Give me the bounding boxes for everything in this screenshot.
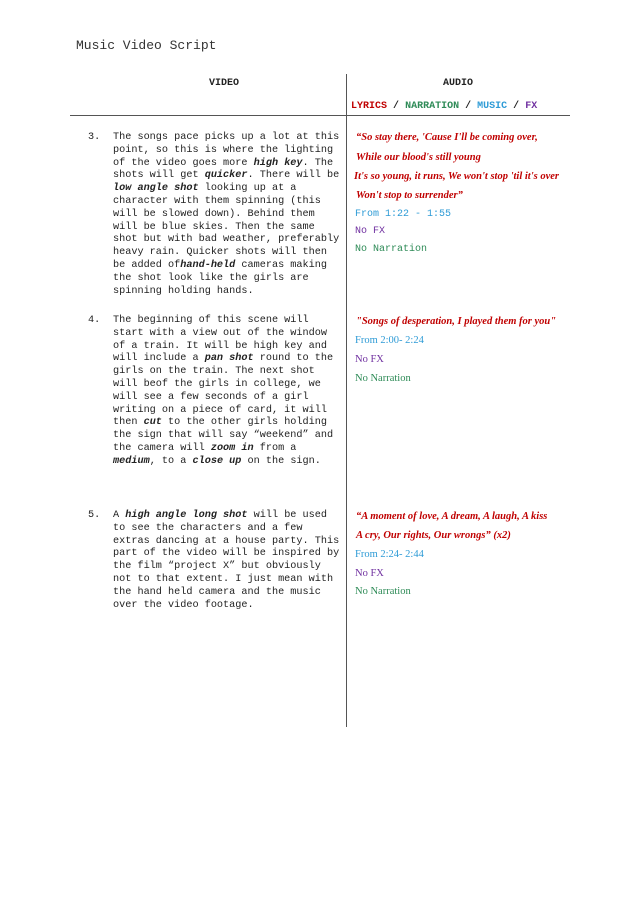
column-divider (346, 74, 347, 727)
scene-video-description: The songs pace picks up a lot at this point, so this is where the lighting of the video goes more high key. The shots will get quicker. There will be low angle shot looking up at a character with them spinning (this will be slowed down). Behind them will be blue skies. Then the same shot but with bad weather, preferably heavy rain. Quicker shots will then be added ofhand-held cameras making the shot look like the girls are spinning holding hands. (113, 132, 340, 297)
narration-note: No Narration (355, 373, 411, 384)
lyric-line: It's so young, it runs, We won't stop 'til it's over (354, 171, 559, 182)
legend-music: MUSIC (477, 101, 508, 112)
scene-video-description: A high angle long shot will be used to see the characters and a few extras dancing at a house party. This part of the video will be inspired by the film “project X” but obviously not to that extent. I just mean with the hand held camera and the music over the video footage. (113, 510, 340, 611)
lyric-line: While our blood's still young (356, 152, 481, 163)
legend-separator: / (393, 101, 400, 112)
scene-number: 5. (88, 510, 101, 521)
fx-note: No FX (355, 226, 386, 237)
legend-separator: / (513, 101, 520, 112)
narration-note: No Narration (355, 244, 428, 255)
music-timing: From 2:00- 2:24 (355, 335, 424, 346)
lyric-line: A cry, Our rights, Our wrongs” (x2) (356, 530, 511, 541)
lyric-line: “A moment of love, A dream, A laugh, A kiss (356, 511, 548, 522)
header-divider (70, 115, 570, 116)
scene-video-description: The beginning of this scene will start with a view out of the window of a train. It will be high key and will include a pan shot round to the girls on the train. The next shot will beof the girls in college, we will see a few seconds of a girl writing on a piece of card, it will then cut to the other girls holding the sign that will say “weekend” and the camera will zoom in from a medium, to a close up on the sign. (113, 315, 334, 467)
narration-note: No Narration (355, 586, 411, 597)
music-timing: From 1:22 - 1:55 (355, 209, 452, 220)
audio-column-header: AUDIO (443, 78, 474, 89)
legend-narration: NARRATION (405, 101, 460, 112)
audio-legend (351, 101, 537, 112)
legend-separator: / (465, 101, 472, 112)
fx-note: No FX (355, 354, 384, 365)
legend-lyrics: LYRICS (351, 101, 388, 112)
lyric-line: Won't stop to surrender” (356, 190, 463, 201)
fx-note: No FX (355, 568, 384, 579)
document-title: Music Video Script (76, 38, 217, 53)
lyric-line: “So stay there, 'Cause I'll be coming over, (356, 132, 538, 143)
video-column-header: VIDEO (209, 78, 240, 89)
lyric-line: "Songs of desperation, I played them for you" (356, 316, 557, 327)
music-timing: From 2:24- 2:44 (355, 549, 424, 560)
scene-number: 3. (88, 132, 101, 143)
legend-fx: FX (525, 101, 538, 112)
scene-number: 4. (88, 315, 101, 326)
